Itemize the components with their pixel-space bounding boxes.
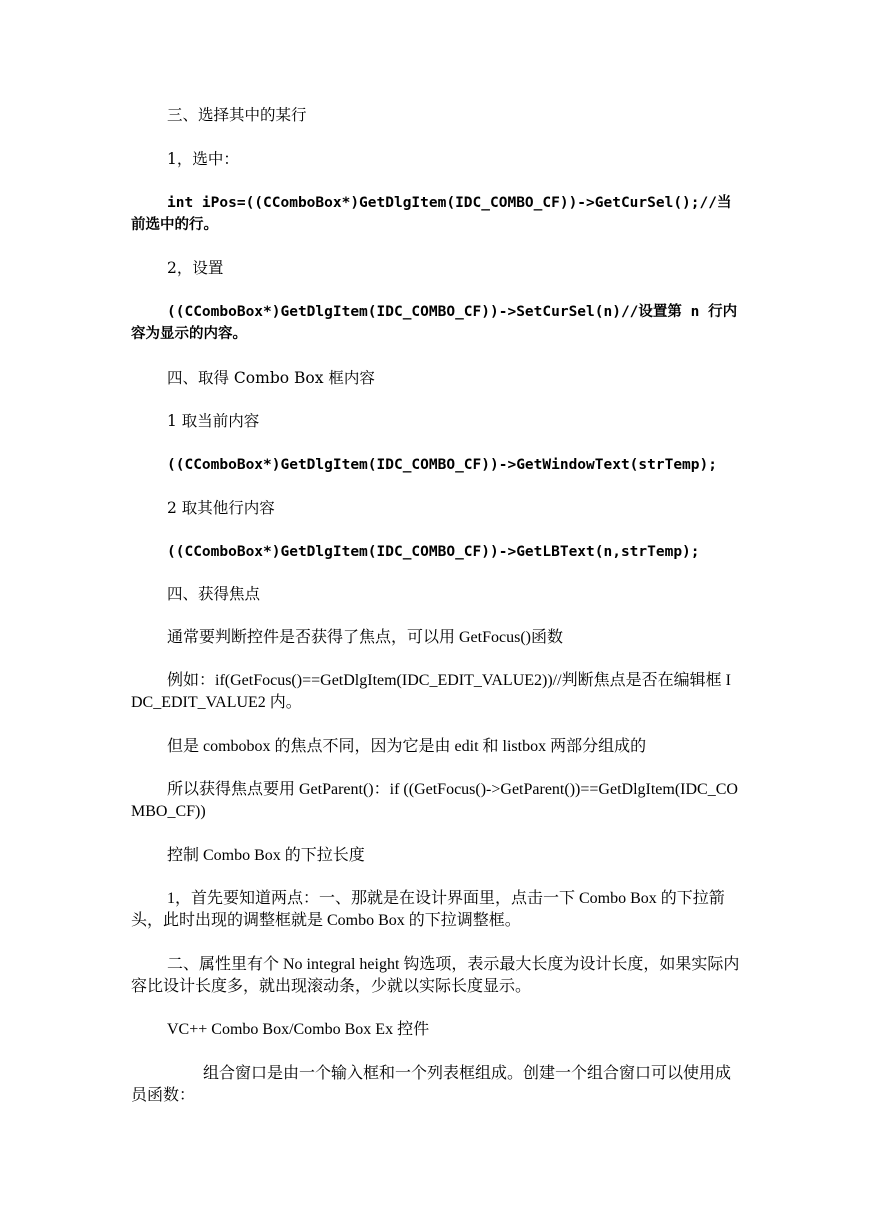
step-select-label: 1，选中： xyxy=(167,150,239,168)
paragraph-combo-window-intro: 组合窗口是由一个输入框和一个列表框组成。创建一个组合窗口可以使用成员函数： xyxy=(131,1065,732,1104)
section-heading-select-row: 三、选择其中的某行 xyxy=(167,106,307,124)
code-get-cur-sel: int iPos=((CComboBox*)GetDlgItem(IDC_COMBO_CF))->GetCurSel();//当前选中的行。 xyxy=(131,195,732,233)
step-set-label: 2，设置 xyxy=(167,259,224,277)
paragraph-combobox-focus: 但是 combobox 的焦点不同，因为它是由 edit 和 listbox 两部分组成的 xyxy=(167,738,647,755)
section-heading-dropdown-length: 控制 Combo Box 的下拉长度 xyxy=(167,847,365,864)
section-heading-get-content: 四、取得 Combo Box 框内容 xyxy=(167,369,375,387)
code-get-window-text: ((CComboBox*)GetDlgItem(IDC_COMBO_CF))->GetWindowText(strTemp); xyxy=(167,457,717,473)
code-set-cur-sel: ((CComboBox*)GetDlgItem(IDC_COMBO_CF))->SetCurSel(n)//设置第 n 行内容为显示的内容。 xyxy=(131,304,738,342)
paragraph-no-integral-height: 二、属性里有个 No integral height 钩选项，表示最大长度为设计长度，如果实际内容比设计长度多，就出现滚动条，少就以实际长度显示。 xyxy=(131,956,740,995)
step-other-rows-label: 2 取其他行内容 xyxy=(167,499,275,517)
paragraph-get-focus: 通常要判断控件是否获得了焦点，可以用 GetFocus()函数 xyxy=(167,629,563,646)
section-heading-focus: 四、获得焦点 xyxy=(167,585,261,603)
step-current-content-label: 1 取当前内容 xyxy=(167,412,260,430)
paragraph-focus-example: 例如：if(GetFocus()==GetDlgItem(IDC_EDIT_VALUE2))//判断焦点是否在编辑框 IDC_EDIT_VALUE2 内。 xyxy=(131,672,731,711)
section-heading-combo-box-ex: VC++ Combo Box/Combo Box Ex 控件 xyxy=(167,1021,430,1038)
paragraph-dropdown-step1: 1，首先要知道两点：一、那就是在设计界面里，点击一下 Combo Box 的下拉箭头，此时出现的调整框就是 Combo Box 的下拉调整框。 xyxy=(131,890,725,929)
code-get-lb-text: ((CComboBox*)GetDlgItem(IDC_COMBO_CF))->GetLBText(n,strTemp); xyxy=(167,544,700,560)
paragraph-get-parent: 所以获得焦点要用 GetParent()：if ((GetFocus()->GetParent())==GetDlgItem(IDC_COMBO_CF)) xyxy=(131,781,738,820)
